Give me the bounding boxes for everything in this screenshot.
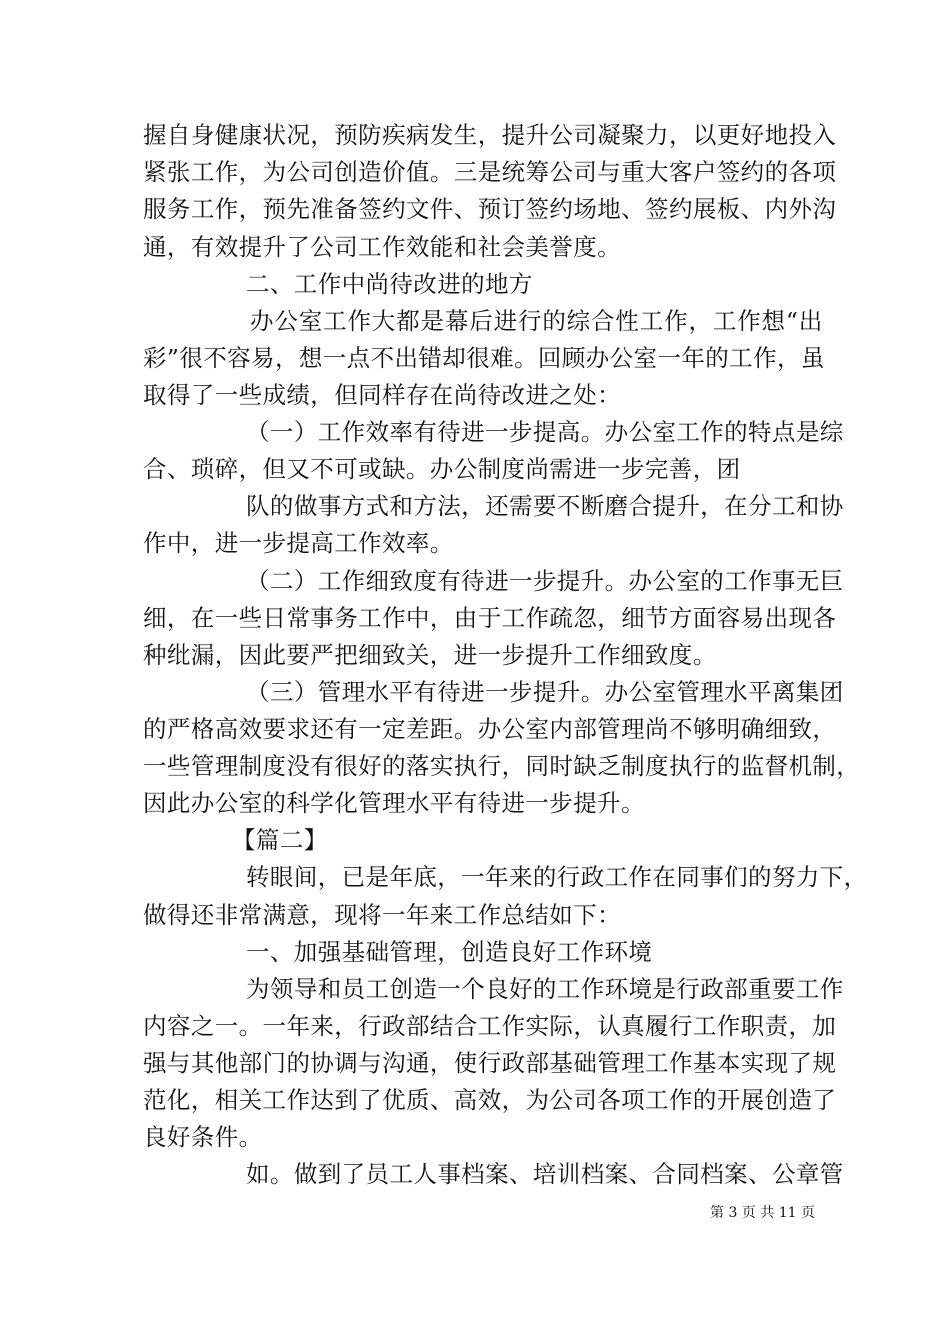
body-line: 内 容 之 一 。 一 年 来 ， 行 政 部 结 合 工 作 实 际 ， 认 真 履 行 工 作 职 责 ， 加	[143, 1012, 837, 1040]
page-number-footer: 第 3 页 共 11 页	[710, 1205, 815, 1221]
body-line: 紧 张 工 作 ， 为 公 司 创 造 价 值 。 三 是 统 筹 公 司 与 重 大 客 户 签 约 的 各 项	[143, 158, 837, 186]
body-line: 转 眼 间 ， 已 是 年 底 ， 一 年 来 的 行 政 工 作 在 同 事 们 的 努 力 下 ，	[246, 863, 868, 891]
body-line: 强 与 其 他 部 门 的 协 调 与 沟 通 ， 使 行 政 部 基 础 管 理 工 作 基 本 实 现 了 规	[143, 1049, 837, 1077]
body-line: 合、琐碎，但又不可或缺。办公制度尚需进一步完善，团	[143, 455, 741, 483]
body-line: 队 的 做 事 方 式 和 方 法 ， 还 需 要 不 断 磨 合 提 升 ， 在 分 工 和 协	[246, 492, 844, 520]
body-line: 范 化 ， 相 关 工 作 达 到 了 优 质 、 高 效 ， 为 公 司 各 项 工 作 的 开 展 创 造 了	[143, 1086, 837, 1114]
body-line: （ 二 ） 工 作 细 致 度 有 待 进 一 步 提 升 。 办 公 室 的 工 作 事 无 巨	[246, 567, 844, 595]
body-line: 种纰漏，因此要严把细致关，进一步提升工作细致度。	[143, 641, 717, 669]
body-line: 如 。 做 到 了 员 工 人 事 档 案 、 培 训 档 案 、 合 同 档 案 、 公 章 管	[246, 1160, 844, 1188]
body-line: 做得还非常满意，现将一年来工作总结如下：	[143, 901, 621, 929]
body-line: 细 ， 在 一 些 日 常 事 务 工 作 中 ， 由 于 工 作 疏 忽 ， 细 节 方 面 容 易 出 现 各	[143, 604, 837, 632]
body-line: 一 些 管 理 制 度 没 有 很 好 的 落 实 执 行 ， 同 时 缺 乏 制 度 执 行 的 监 督 机 制 ，	[143, 752, 861, 780]
body-line: 作中，进一步提高工作效率。	[143, 529, 454, 557]
body-line: （ 一 ） 工 作 效 率 有 待 进 一 步 提 高 。 办 公 室 工 作 的 特 点 是 综	[246, 418, 844, 446]
body-line: 良好条件。	[143, 1123, 263, 1151]
part-heading: 【篇二】	[232, 826, 328, 854]
body-line: 服 务 工 作 ， 预 先 准 备 签 约 文 件 、 预 订 签 约 场 地 、 签 约 展 板 、 内 外 沟	[143, 195, 837, 223]
body-line: 握 自 身 健 康 状 况 ， 预 防 疾 病 发 生 ， 提 升 公 司 凝 聚 力 ， 以 更 好 地 投 入	[143, 121, 837, 149]
section-heading: 二、工作中尚待改进的地方	[246, 270, 533, 298]
body-line: 办 公 室 工 作 大 都 是 幕 后 进 行 的 综 合 性 工 作 ， 工 作 想 “ 出	[250, 307, 823, 335]
body-line: 取得了一些成绩，但同样存在尚待改进之处：	[143, 381, 621, 409]
body-line: （ 三 ） 管 理 水 平 有 待 进 一 步 提 升 。 办 公 室 管 理 水 平 离 集 团	[246, 678, 844, 706]
body-line: 因此办公室的科学化管理水平有待进一步提升。	[143, 789, 645, 817]
section-heading: 一、加强基础管理，创造良好工作环境	[246, 938, 653, 966]
body-line: 为 领 导 和 员 工 创 造 一 个 良 好 的 工 作 环 境 是 行 政 部 重 要 工 作	[246, 975, 844, 1003]
body-line: 彩 ” 很 不 容 易 ， 想 一 点 不 出 错 却 很 难 。 回 顾 办 公 室 一 年 的 工 作 ， 虽	[143, 344, 825, 372]
body-line: 的 严 格 高 效 要 求 还 有 一 定 差 距 。 办 公 室 内 部 管 理 尚 不 够 明 确 细 致 ，	[143, 715, 837, 743]
body-line: 通，有效提升了公司工作效能和社会美誉度。	[143, 233, 621, 261]
